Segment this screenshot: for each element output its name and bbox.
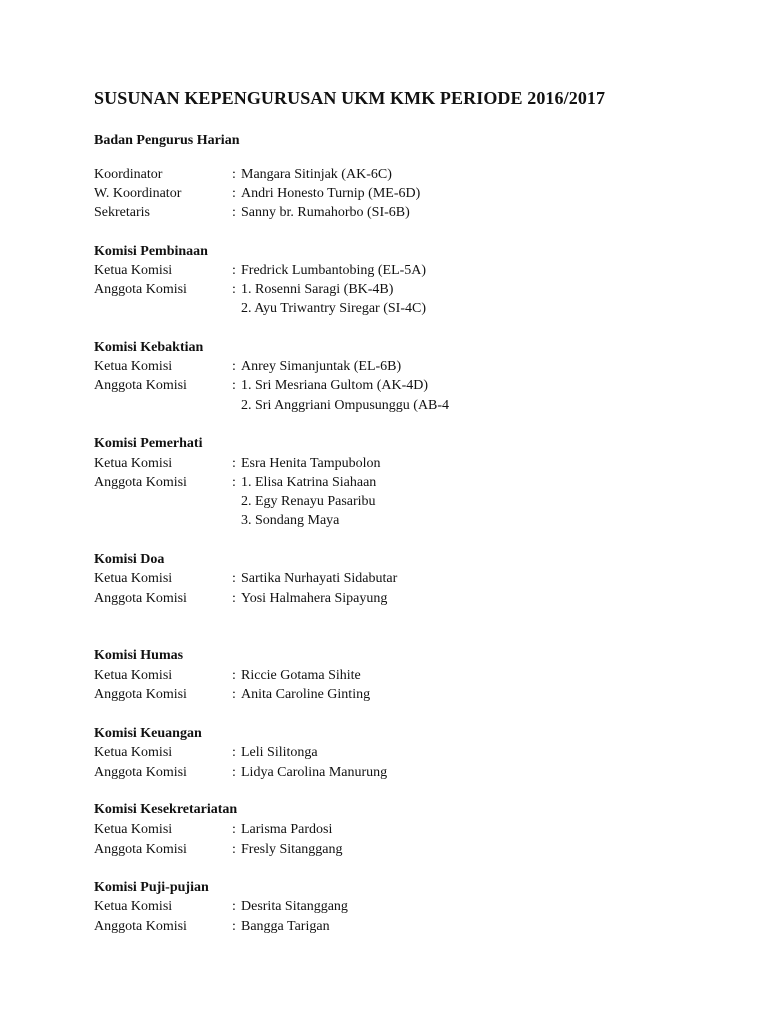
colon-separator: : <box>232 282 236 297</box>
role-label: Anggota Komisi <box>94 765 187 780</box>
member-name: 2. Ayu Triwantry Siregar (SI-4C) <box>241 301 426 316</box>
colon-separator: : <box>232 205 236 220</box>
colon-separator: : <box>232 668 236 683</box>
member-name: Andri Honesto Turnip (ME-6D) <box>241 186 421 201</box>
role-label: Ketua Komisi <box>94 571 173 586</box>
role-label: Ketua Komisi <box>94 668 173 683</box>
member-name: Lidya Carolina Manurung <box>241 765 388 780</box>
document-title: SUSUNAN KEPENGURUSAN UKM KMK PERIODE 2016/2017 <box>94 88 606 108</box>
section-heading: Badan Pengurus Harian <box>94 133 240 148</box>
role-label: Anggota Komisi <box>94 687 187 702</box>
member-name: 1. Rosenni Saragi (BK-4B) <box>241 282 394 297</box>
member-name: Riccie Gotama Sihite <box>241 668 361 683</box>
member-name: Bangga Tarigan <box>241 919 330 934</box>
role-label: Anggota Komisi <box>94 919 187 934</box>
member-name: Desrita Sitanggang <box>241 899 348 914</box>
member-name: Yosi Halmahera Sipayung <box>241 591 388 606</box>
colon-separator: : <box>232 687 236 702</box>
role-label: Ketua Komisi <box>94 899 173 914</box>
member-name: 3. Sondang Maya <box>241 513 340 528</box>
role-label: Sekretaris <box>94 205 150 220</box>
role-label: Anggota Komisi <box>94 378 187 393</box>
section-heading: Komisi Puji-pujian <box>94 880 209 895</box>
colon-separator: : <box>232 765 236 780</box>
colon-separator: : <box>232 167 236 182</box>
colon-separator: : <box>232 378 236 393</box>
member-name: 2. Sri Anggriani Ompusunggu (AB-4 <box>241 398 450 413</box>
colon-separator: : <box>232 745 236 760</box>
section-heading: Komisi Keuangan <box>94 726 202 741</box>
section-heading: Komisi Pembinaan <box>94 244 208 259</box>
colon-separator: : <box>232 591 236 606</box>
colon-separator: : <box>232 475 236 490</box>
member-name: Fredrick Lumbantobing (EL-5A) <box>241 263 427 278</box>
role-label: W. Koordinator <box>94 186 182 201</box>
colon-separator: : <box>232 899 236 914</box>
member-name: Leli Silitonga <box>241 745 318 760</box>
member-name: Sanny br. Rumahorbo (SI-6B) <box>241 205 410 220</box>
colon-separator: : <box>232 919 236 934</box>
role-label: Ketua Komisi <box>94 456 173 471</box>
role-label: Anggota Komisi <box>94 282 187 297</box>
role-label: Anggota Komisi <box>94 591 187 606</box>
colon-separator: : <box>232 571 236 586</box>
colon-separator: : <box>232 842 236 857</box>
role-label: Anggota Komisi <box>94 842 187 857</box>
member-name: Larisma Pardosi <box>241 822 333 837</box>
role-label: Ketua Komisi <box>94 359 173 374</box>
role-label: Koordinator <box>94 167 163 182</box>
role-label: Ketua Komisi <box>94 263 173 278</box>
section-heading: Komisi Humas <box>94 648 184 663</box>
colon-separator: : <box>232 359 236 374</box>
role-label: Anggota Komisi <box>94 475 187 490</box>
section-heading: Komisi Pemerhati <box>94 436 203 451</box>
section-heading: Komisi Kebaktian <box>94 340 204 355</box>
member-name: Sartika Nurhayati Sidabutar <box>241 571 398 586</box>
member-name: Fresly Sitanggang <box>241 842 343 857</box>
member-name: 1. Sri Mesriana Gultom (AK-4D) <box>241 378 429 393</box>
colon-separator: : <box>232 822 236 837</box>
member-name: Anrey Simanjuntak (EL-6B) <box>241 359 402 374</box>
member-name: 1. Elisa Katrina Siahaan <box>241 475 377 490</box>
colon-separator: : <box>232 456 236 471</box>
colon-separator: : <box>232 263 236 278</box>
member-name: 2. Egy Renayu Pasaribu <box>241 494 376 509</box>
member-name: Esra Henita Tampubolon <box>241 456 381 471</box>
section-heading: Komisi Kesekretariatan <box>94 802 238 817</box>
role-label: Ketua Komisi <box>94 822 173 837</box>
member-name: Mangara Sitinjak (AK-6C) <box>241 167 392 182</box>
colon-separator: : <box>232 186 236 201</box>
section-heading: Komisi Doa <box>94 552 165 567</box>
role-label: Ketua Komisi <box>94 745 173 760</box>
member-name: Anita Caroline Ginting <box>241 687 371 702</box>
